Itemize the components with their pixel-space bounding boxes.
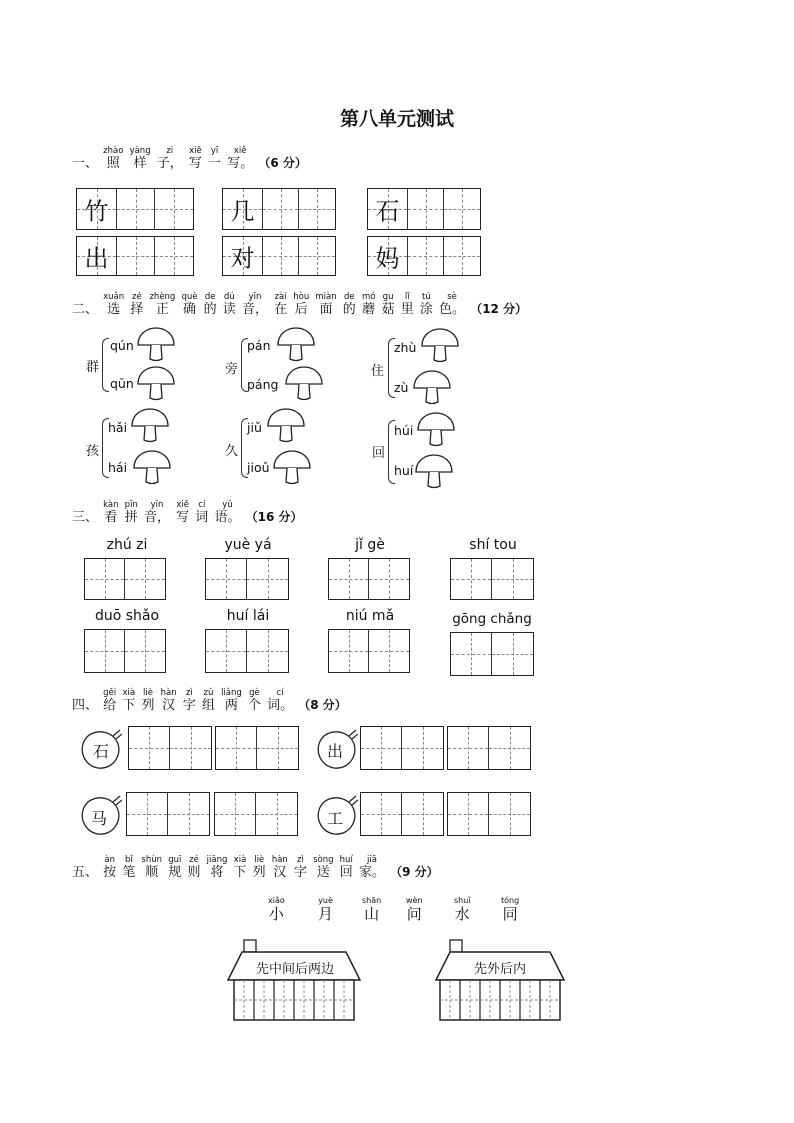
poly-char: 旁 xyxy=(225,362,239,377)
poly-char: 住 xyxy=(371,364,385,379)
word-grid[interactable] xyxy=(215,726,299,770)
word-grid[interactable] xyxy=(450,558,534,600)
section-2-heading: 二、 xuǎn 选 zé 择 zhèng 正 què 确 de 的 dú 读 yīn 音， zài 在 hòu 后 miàn 面 de 的 mó 蘑 gu 菇 lǐ 里 tú 涂 sè 色。 （12 分） xyxy=(72,292,528,317)
mushroom-icon[interactable] xyxy=(272,450,312,486)
house-label: 先中间后两边 xyxy=(255,962,334,977)
word-grid[interactable] xyxy=(450,632,534,676)
copy-grid[interactable] xyxy=(367,188,481,230)
word-grid[interactable] xyxy=(447,726,531,770)
sample-char: 妈 xyxy=(375,244,400,273)
sample-char: 出 xyxy=(84,244,109,273)
sample-char: 几 xyxy=(230,197,255,226)
mushroom-icon[interactable] xyxy=(412,370,452,406)
pinyin-option: zù xyxy=(394,380,409,395)
section-4-heading: 四、 gěi 给 xià 下 liè 列 hàn 汉 zì 字 zǔ 组 liǎng 两 gè 个 cí 词。 （8 分） xyxy=(72,688,347,713)
pinyin-option: qún xyxy=(110,338,134,353)
sample-char: 对 xyxy=(230,244,255,273)
sort-char[interactable]: tóng 同 xyxy=(501,896,520,923)
page-title: 第八单元测试 xyxy=(339,108,454,130)
section-score: （9 分） xyxy=(390,865,439,879)
word-grid[interactable] xyxy=(214,792,298,836)
sort-char[interactable]: wèn 问 xyxy=(406,896,423,923)
pinyin-option: qūn xyxy=(110,376,134,391)
mushroom-icon[interactable] xyxy=(284,366,324,402)
section-5-heading: 五、 àn 按 bǐ 笔 shùn 顺 guī 规 zé 则 jiāng 将 xià 下 liè 列 hàn 汉 zì 字 sòng 送 huí 回 jiā 家。 （9 分） xyxy=(72,855,439,880)
pinyin-option: páng xyxy=(247,377,279,392)
copy-grid[interactable] xyxy=(367,236,481,276)
pinyin-word: huí lái xyxy=(226,608,270,624)
sample-char: 石 xyxy=(375,197,400,226)
pinyin-option: húi xyxy=(394,423,414,438)
word-grid[interactable] xyxy=(205,558,289,600)
pinyin-word: yuè yá xyxy=(224,537,272,553)
pinyin-option: zhù xyxy=(394,340,417,355)
sort-char[interactable]: shān 山 xyxy=(362,896,382,923)
word-grid[interactable] xyxy=(205,629,289,673)
pinyin-option: jioǔ xyxy=(247,460,270,475)
word-grid[interactable] xyxy=(328,558,410,600)
copy-grid[interactable] xyxy=(222,188,336,230)
poly-char: 久 xyxy=(225,444,239,459)
pinyin-word: jǐ gè xyxy=(355,537,385,553)
word-grid[interactable] xyxy=(84,558,166,600)
sort-char[interactable]: yuè 月 xyxy=(318,896,334,923)
word-grid[interactable] xyxy=(447,792,531,836)
poly-char: 群 xyxy=(86,360,100,375)
poly-char: 回 xyxy=(372,446,386,461)
word-grid[interactable] xyxy=(328,629,410,673)
leaf-char: 石 xyxy=(92,742,109,761)
mushroom-icon[interactable] xyxy=(266,408,306,444)
pinyin-option: hái xyxy=(108,460,128,475)
copy-grid[interactable] xyxy=(76,236,194,276)
mushroom-icon[interactable] xyxy=(420,328,460,364)
section-1-heading: 一、 zhào 照 yàng 样 zi 子， xiě 写 yī 一 xiě 写。 （6 分） xyxy=(72,146,307,171)
section-score: （16 分） xyxy=(245,510,303,524)
section-number: 一、 xyxy=(72,156,99,171)
mushroom-icon[interactable] xyxy=(136,327,176,363)
mushroom-icon[interactable] xyxy=(414,454,454,490)
house-icon xyxy=(226,938,362,1024)
section-score: （6 分） xyxy=(258,156,307,170)
house-label: 先外后内 xyxy=(473,962,526,977)
pinyin-option: jiǔ xyxy=(247,420,262,435)
sort-char[interactable]: shuǐ 水 xyxy=(454,896,471,923)
sort-char[interactable]: xiǎo 小 xyxy=(268,896,285,923)
copy-grid[interactable] xyxy=(76,188,194,230)
mushroom-icon[interactable] xyxy=(132,450,172,486)
pinyin-option: huí xyxy=(394,463,414,478)
pinyin-option: hǎi xyxy=(108,420,128,435)
word-grid[interactable] xyxy=(126,792,210,836)
mushroom-icon[interactable] xyxy=(130,408,170,444)
leaf-char: 工 xyxy=(326,809,343,828)
copy-grid[interactable] xyxy=(222,236,336,276)
word-grid[interactable] xyxy=(128,726,212,770)
section-3-heading: 三、 kàn 看 pīn 拼 yīn 音， xiě 写 cí 词 yǔ 语。 （16 分） xyxy=(72,500,303,525)
pinyin-word: zhú zi xyxy=(106,537,148,553)
word-grid[interactable] xyxy=(360,726,444,770)
brace xyxy=(102,338,109,392)
pinyin-word: gōng chǎng xyxy=(452,611,532,627)
pinyin-word: niú mǎ xyxy=(345,608,395,624)
pinyin-word: duō shǎo xyxy=(94,608,160,624)
leaf-char: 出 xyxy=(326,742,343,761)
mushroom-icon[interactable] xyxy=(136,366,176,402)
mushroom-icon[interactable] xyxy=(276,327,316,363)
section-score: （12 分） xyxy=(470,302,528,316)
sample-char: 竹 xyxy=(84,197,109,226)
word-grid[interactable] xyxy=(84,629,166,673)
house-icon xyxy=(434,938,566,1024)
mushroom-icon[interactable] xyxy=(416,412,456,448)
word-grid[interactable] xyxy=(360,792,444,836)
pinyin-word: shí tou xyxy=(469,537,517,553)
leaf-char: 马 xyxy=(90,809,107,828)
pinyin-option: pán xyxy=(247,338,271,353)
section-score: （8 分） xyxy=(298,698,347,712)
poly-char: 孩 xyxy=(86,444,100,459)
